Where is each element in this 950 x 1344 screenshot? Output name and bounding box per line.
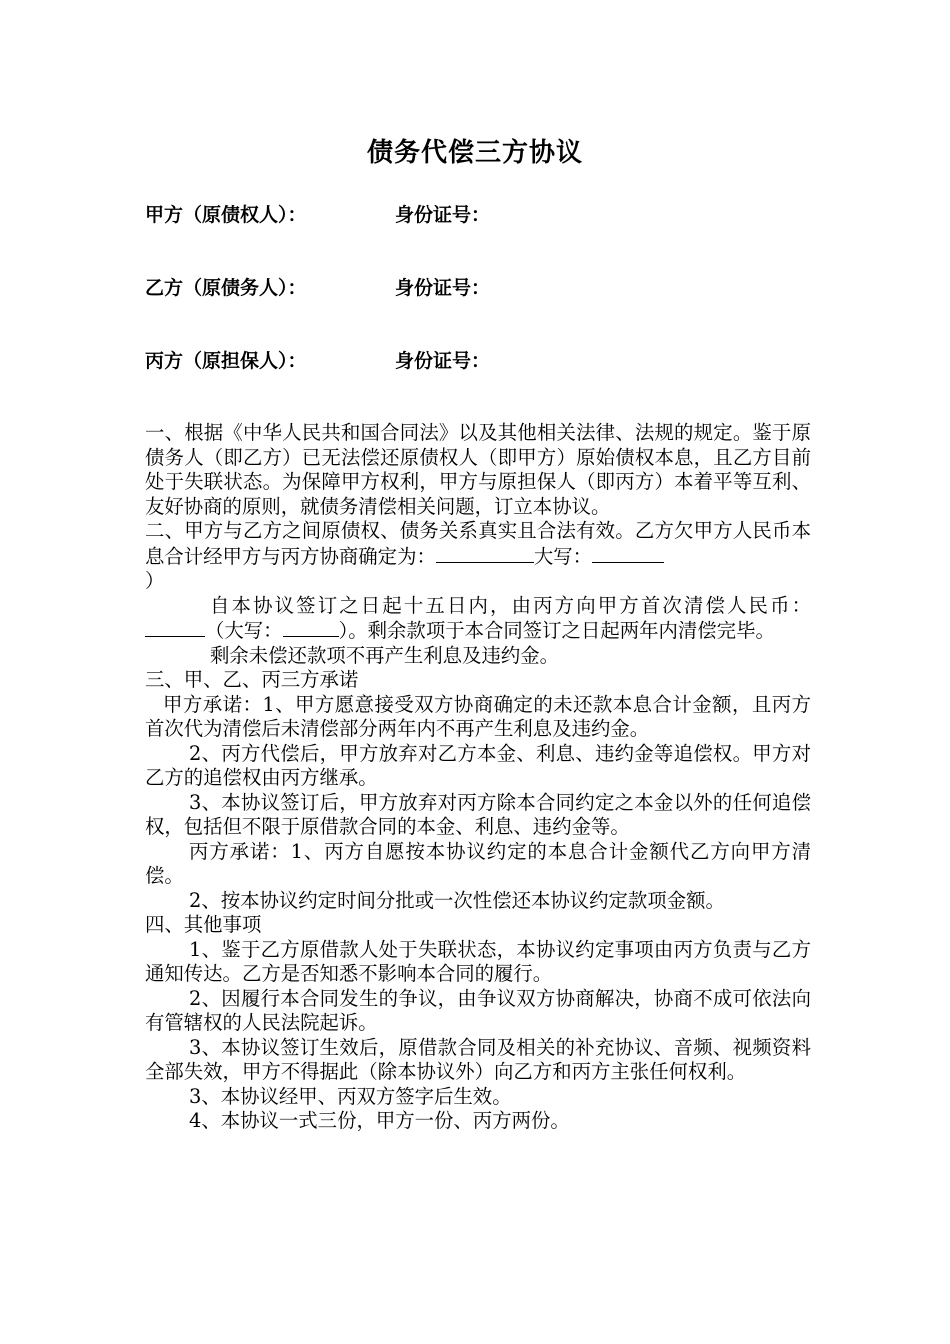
party-c-line xyxy=(145,346,490,373)
first-payment-blank xyxy=(145,618,205,637)
clause-2-close: ） xyxy=(145,569,165,592)
clause-2-capital-label: 大写： xyxy=(533,544,593,568)
clause-2-first-payment xyxy=(145,594,811,644)
first-payment-capital-label: （大写： xyxy=(205,619,283,642)
party-a-id-label: 身份证号： xyxy=(395,204,491,226)
document-title: 债务代偿三方协议 xyxy=(366,138,583,168)
party-a-commitment-3: 3、本协议签订后，甲方放弃对丙方除本合同约定之本金以外的任何追偿权，包括但不限于原借款合同的本金、利息、违约金等。 xyxy=(145,790,811,838)
other-item-3b: 3、本协议经甲、丙双方签字后生效。 xyxy=(189,1084,512,1108)
clause-2-remaining: 剩余未偿还款项不再产生利息及违约金。 xyxy=(210,643,560,667)
first-payment-capital-blank xyxy=(283,618,339,637)
party-a-line xyxy=(145,200,490,227)
clause-2 xyxy=(145,519,811,594)
party-c-commitment-1: 丙方承诺：1、丙方自愿按本协议约定的本息合计金额代乙方向甲方清偿。 xyxy=(145,839,811,887)
clause-3-heading: 三、甲、乙、丙三方承诺 xyxy=(145,668,359,691)
other-item-1: 1、鉴于乙方原借款人处于失联状态，本协议约定事项由丙方负责与乙方通知传达。乙方是否知悉不影响本合同的履行。 xyxy=(145,937,811,985)
other-item-4: 4、本协议一式三份，甲方一份、丙方两份。 xyxy=(189,1109,570,1132)
first-payment-text: 自本协议签订之日起十五日内，由丙方向甲方首次清偿人民币： xyxy=(210,593,811,617)
party-c-commitment-2: 2、按本协议约定时间分批或一次性偿还本协议约定款项金额。 xyxy=(189,888,725,912)
party-c-id-label: 身份证号： xyxy=(395,350,491,372)
party-a-commitment-1: 甲方承诺：1、甲方愿意接受双方协商确定的未还款本息合计金额，且丙方首次代为清偿后未清偿部分两年内不再产生利息及违约金。 xyxy=(145,692,811,740)
amount-blank xyxy=(436,544,534,563)
first-payment-rest: ）。剩余款项于本合同签订之日起两年内清偿完毕。 xyxy=(338,619,775,642)
agreement-body xyxy=(145,421,811,1134)
other-item-3: 3、本协议签订生效后，原借款合同及相关的补充协议、音频、视频资料全部失效，甲方不得据此（除本协议外）向乙方和丙方主张任何权利。 xyxy=(145,1035,811,1083)
party-b-role: 乙方（原债务人）： xyxy=(145,277,307,299)
amount-capital-blank xyxy=(592,544,664,563)
party-b-line xyxy=(145,273,490,300)
party-a-role: 甲方（原债权人）： xyxy=(145,204,307,226)
clause-2-text: 二、甲方与乙方之间原债权、债务关系真实且合法有效。乙方欠甲方人民币本息合计经甲方与丙方协商确定为： xyxy=(145,519,811,568)
party-a-commitment-2: 2、丙方代偿后，甲方放弃对乙方本金、利息、违约金等追偿权。甲方对乙方的追偿权由丙方继承。 xyxy=(145,741,811,789)
party-b-id-label: 身份证号： xyxy=(395,277,491,299)
clause-1: 一、根据《中华人民共和国合同法》以及其他相关法律、法规的规定。鉴于原债务人（即乙方）已无法偿还原债权人（即甲方）原始债权本息，且乙方目前处于失联状态。为保障甲方权利，甲方与原担保人（即丙方）本着平等互利、友好协商的原则，就债务清偿相关问题，订立本协议。 xyxy=(145,421,811,518)
other-item-2: 2、因履行本合同发生的争议，由争议双方协商解决，协商不成可依法向有管辖权的人民法院起诉。 xyxy=(145,986,811,1034)
clause-4-heading: 四、其他事项 xyxy=(145,913,262,936)
party-c-role: 丙方（原担保人）： xyxy=(145,350,307,372)
